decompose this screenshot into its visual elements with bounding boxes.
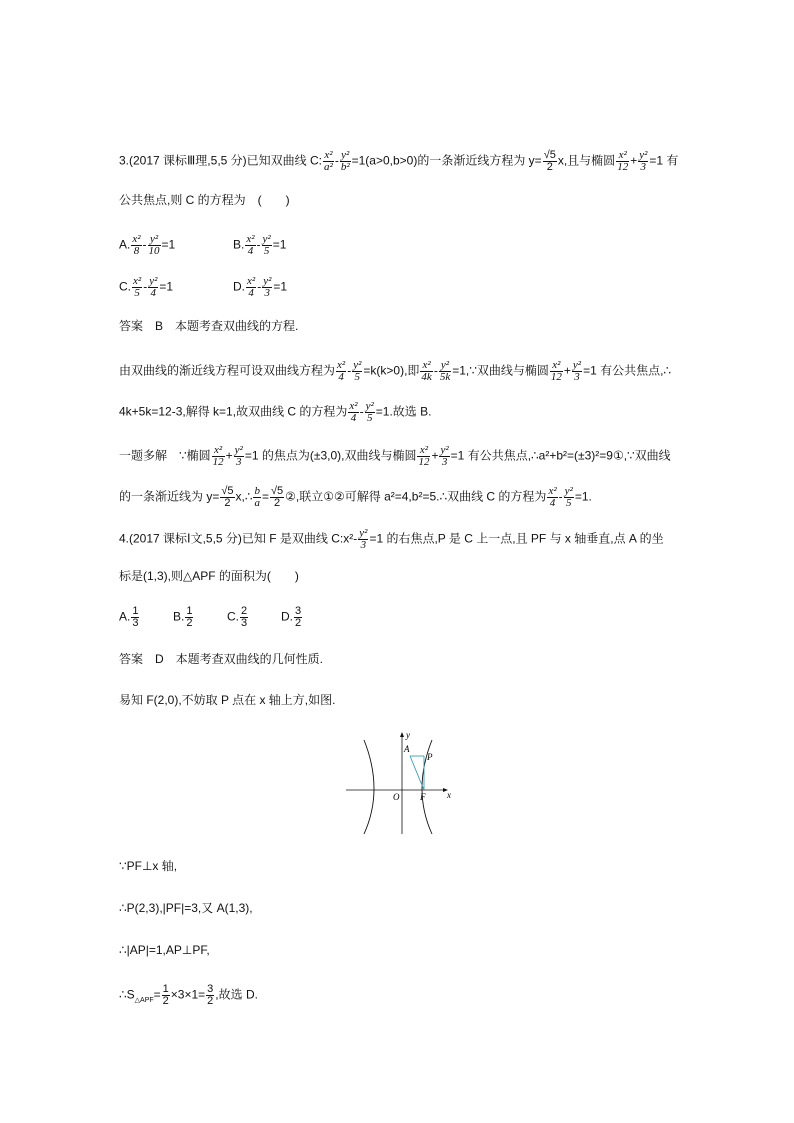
label-y: y	[406, 730, 410, 740]
q3-stem-line2: 公共焦点,则 C 的方程为 ( )	[119, 193, 290, 207]
label-O: O	[393, 792, 400, 802]
q3-option-b: B. $\frac{\text{x²}}{4}$ - $\frac{\text{y²}}{5}$ =1	[233, 233, 287, 257]
fraction-y2-b2: $\frac{\text{y²}}{\text{b²}}$	[340, 149, 350, 173]
q3-alt-solution-line2: 的一条渐近线为 y= $\frac{√5}{2}$ x,∴ $\frac{b}{a}$ = $\frac{√5}{2}$ ②,联立①②可解得 a²=4,b²=5.∴双曲线 C 的方程为 $\frac{\text{x²}}{4}$ - $\frac{\text{y²}}{5}$ =1.	[119, 485, 592, 509]
q4-option-a: A. $\frac{1}{3}$	[119, 605, 139, 629]
q3-solution-line2: 4k+5k=12-3,解得 k=1,故双曲线 C 的方程为 $\frac{\text{x²}}{4}$ - $\frac{\text{y²}}{5}$ =1.故选 B.	[119, 400, 432, 424]
hyperbola-left-branch	[364, 740, 374, 834]
fraction-y2-3: $\frac{\text{y²}}{3}$	[639, 149, 648, 173]
label-A: A	[404, 744, 410, 754]
q3-option-a: A. $\frac{\text{x²}}{8}$ - $\frac{\text{y²}}{10}$ =1	[119, 233, 176, 257]
q3-stem-line1: 3.(2017 课标Ⅲ理,5,5 分)已知双曲线 C: $\frac{\text{x²}}{\text{a²}}$ - $\frac{\text{y²}}{\text{b²}}$ =1(a>0,b>0)的一条渐近线方程为 y= $\frac{√5}{2}$ x,且与椭圆 $\frac{\text{x²}}{12}$ + $\frac{\text{y²}}{3}$ =1 有	[119, 149, 679, 173]
q3-stem-text-c: x,且与椭圆	[557, 153, 616, 168]
fraction-x2-12: $\frac{\text{x²}}{12}$	[617, 149, 629, 173]
q4-step-1: ∵PF⊥x 轴,	[119, 859, 178, 873]
q4-stem-line1: 4.(2017 课标Ⅰ文,5,5 分)已知 F 是双曲线 C:x²- $\frac{\text{y²}}{3}$ =1 的右焦点,P 是 C 上一点,且 PF 与 x 轴垂直,点 A 的坐	[119, 527, 664, 551]
label-x: x	[447, 790, 451, 800]
q3-stem-text-a: 3.(2017 课标Ⅲ理,5,5 分)已知双曲线 C:	[119, 153, 322, 168]
q4-option-b: B. $\frac{1}{2}$	[173, 605, 193, 629]
q3-solution-line1: 由双曲线的渐近线方程可设双曲线方程为 $\frac{\text{x²}}{4}$ - $\frac{\text{y²}}{5}$ =k(k>0),即 $\frac{\text{x²}}{4k}$ - $\frac{\text{y²}}{5k}$ =1,∵双曲线与椭圆 $\frac{\text{x²}}{12}$ + $\frac{\text{y²}}{3}$ =1 有公共焦点,∴	[119, 359, 672, 383]
q3-stem-text-d: =1 有	[649, 153, 679, 168]
q4-step-4: $\therefore S_{\triangle APF}=$ $\frac{1}{2}$ ×3×1= $\frac{3}{2}$ ,故选 D.	[119, 983, 258, 1007]
q4-step-3: ∴|AP|=1,AP⊥PF,	[119, 943, 210, 957]
fraction-sqrt5-2: $\frac{√5}{2}$	[543, 149, 556, 173]
q4-option-c: C. $\frac{2}{3}$	[227, 605, 248, 629]
q4-solution-intro: 易知 F(2,0),不妨取 P 点在 x 轴上方,如图.	[119, 693, 336, 707]
label-F: F	[420, 792, 426, 802]
q4-answer: 答案 D 本题考查双曲线的几何性质.	[119, 652, 324, 666]
q3-answer: 答案 B 本题考查双曲线的方程.	[119, 319, 299, 333]
q4-option-d: D. $\frac{3}{2}$	[281, 605, 302, 629]
q4-step-2: ∴P(2,3),|PF|=3,又 A(1,3),	[119, 901, 253, 915]
hyperbola-figure	[340, 728, 460, 838]
q3-option-d: D. $\frac{\text{x²}}{4}$ - $\frac{\text{y²}}{3}$ =1	[233, 275, 288, 299]
q4-stem-line2: 标是(1,3),则△APF 的面积为( )	[119, 569, 299, 583]
q3-option-c: C. $\frac{\text{x²}}{5}$ - $\frac{\text{y²}}{4}$ =1	[119, 275, 174, 299]
fraction-x2-a2: $\frac{\text{x²}}{\text{a²}}$	[324, 149, 333, 173]
label-P: P	[427, 752, 433, 762]
q3-alt-solution-line1: 一题多解 ∵椭圆 $\frac{\text{x²}}{12}$ + $\frac{\text{y²}}{3}$ =1 的焦点为(±3,0),双曲线与椭圆 $\frac{\text{x²}}{12}$ + $\frac{\text{y²}}{3}$ =1 有公共焦点,∴a²+b²=(±3)²=9①,∵双曲线	[119, 444, 671, 468]
q3-stem-text-b: =1(a>0,b>0)的一条渐近线方程为 y=	[351, 153, 542, 168]
segment-AF	[410, 756, 424, 790]
y-axis-arrow	[400, 732, 404, 737]
